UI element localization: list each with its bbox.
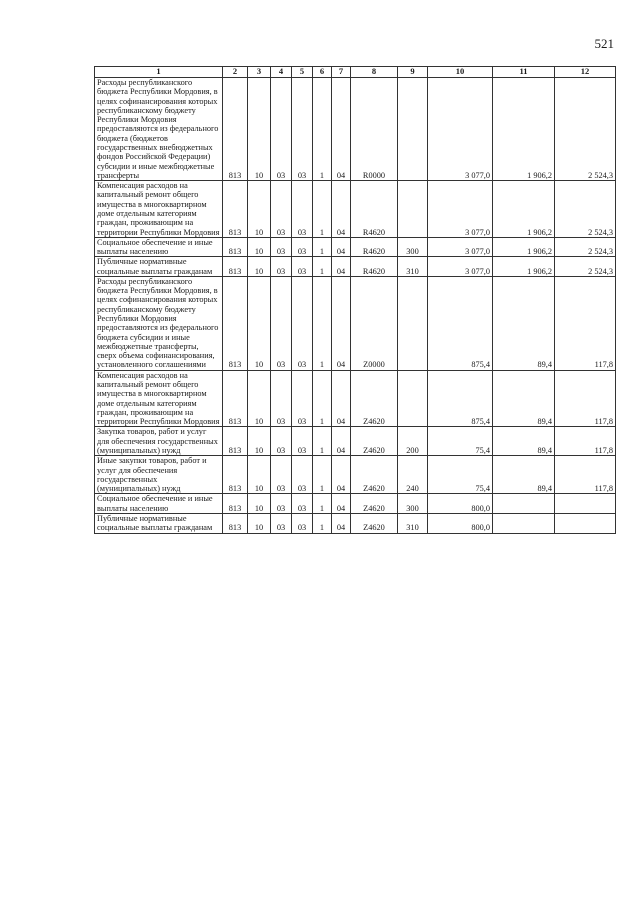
cell-expense-type: 310 (398, 257, 428, 277)
cell-program: 03 (292, 181, 313, 238)
cell-amount-col12: 117,8 (555, 276, 616, 370)
cell-subsection: 03 (271, 181, 292, 238)
cell-admin-code: 813 (223, 78, 248, 181)
cell-event: 04 (332, 257, 351, 277)
cell-amount-col11 (493, 513, 555, 533)
cell-amount-col10: 75,4 (428, 427, 493, 456)
cell-expense-type: 300 (398, 237, 428, 257)
cell-amount-col11: 1 906,2 (493, 181, 555, 238)
cell-amount-col11: 1 906,2 (493, 257, 555, 277)
cell-amount-col12 (555, 494, 616, 514)
row-name: Закупка товаров, работ и услуг для обеспечения государственных (муниципальных) нужд (95, 427, 223, 456)
cell-admin-code: 813 (223, 494, 248, 514)
cell-admin-code: 813 (223, 456, 248, 494)
cell-expense-type: 300 (398, 494, 428, 514)
cell-amount-col10: 3 077,0 (428, 181, 493, 238)
cell-subprogram: 1 (313, 78, 332, 181)
cell-event: 04 (332, 494, 351, 514)
cell-expense-type: 200 (398, 427, 428, 456)
cell-subprogram: 1 (313, 257, 332, 277)
cell-amount-col10: 3 077,0 (428, 78, 493, 181)
cell-direction: Z4620 (351, 456, 398, 494)
cell-event: 04 (332, 276, 351, 370)
cell-program: 03 (292, 513, 313, 533)
cell-amount-col12: 117,8 (555, 456, 616, 494)
table-row (95, 78, 616, 181)
row-name: Расходы республиканского бюджета Республики Мордовия, в целях софинансирования которых республиканскому бюджету Республики Мордовия предоставляются из федерального бюджета (бюджетов государственных внебюджетных фондов Российской Федерации) субсидии и иные межбюджетные трансферты (95, 78, 223, 181)
cell-subsection: 03 (271, 276, 292, 370)
row-name: Компенсация расходов на капитальный ремонт общего имущества в многоквартирном доме отдельным категориям граждан, проживающим на территории Республики Мордовия (95, 181, 223, 238)
cell-direction: Z4620 (351, 513, 398, 533)
cell-event: 04 (332, 181, 351, 238)
cell-amount-col11 (493, 494, 555, 514)
cell-subprogram: 1 (313, 181, 332, 238)
column-header: 11 (493, 67, 555, 78)
cell-section: 10 (248, 237, 271, 257)
cell-program: 03 (292, 237, 313, 257)
table-row (95, 494, 616, 514)
cell-admin-code: 813 (223, 370, 248, 427)
row-name: Социальное обеспечение и иные выплаты населению (95, 237, 223, 257)
cell-amount-col10: 75,4 (428, 456, 493, 494)
row-name: Компенсация расходов на капитальный ремонт общего имущества в многоквартирном доме отдельным категориям граждан, проживающим на территории Республики Мордовия (95, 370, 223, 427)
cell-amount-col11: 89,4 (493, 456, 555, 494)
cell-admin-code: 813 (223, 181, 248, 238)
cell-event: 04 (332, 513, 351, 533)
cell-amount-col11: 1 906,2 (493, 78, 555, 181)
cell-subsection: 03 (271, 513, 292, 533)
cell-section: 10 (248, 257, 271, 277)
cell-direction: R4620 (351, 237, 398, 257)
cell-program: 03 (292, 494, 313, 514)
cell-admin-code: 813 (223, 276, 248, 370)
cell-program: 03 (292, 276, 313, 370)
column-header: 12 (555, 67, 616, 78)
cell-amount-col12: 2 524,3 (555, 257, 616, 277)
column-header: 9 (398, 67, 428, 78)
cell-amount-col12 (555, 513, 616, 533)
column-header: 2 (223, 67, 248, 78)
cell-amount-col11: 89,4 (493, 427, 555, 456)
cell-direction: R4620 (351, 181, 398, 238)
cell-section: 10 (248, 370, 271, 427)
cell-amount-col12: 2 524,3 (555, 237, 616, 257)
cell-amount-col10: 875,4 (428, 276, 493, 370)
cell-section: 10 (248, 276, 271, 370)
cell-amount-col12: 2 524,3 (555, 78, 616, 181)
cell-subprogram: 1 (313, 427, 332, 456)
header-row (95, 67, 616, 78)
cell-event: 04 (332, 427, 351, 456)
cell-program: 03 (292, 427, 313, 456)
cell-amount-col12: 117,8 (555, 370, 616, 427)
cell-section: 10 (248, 456, 271, 494)
page-number: 521 (594, 36, 614, 51)
row-name: Расходы республиканского бюджета Республики Мордовия, в целях софинансирования которых республиканскому бюджету Республики Мордовия предоставляются из федерального бюджета субсидии и иные межбюджетные трансферты, сверх объема софинансирования, установленного соглашениями (95, 276, 223, 370)
cell-section: 10 (248, 427, 271, 456)
cell-expense-type (398, 181, 428, 238)
cell-section: 10 (248, 513, 271, 533)
budget-table (94, 66, 616, 534)
cell-direction: Z4620 (351, 370, 398, 427)
table-row (95, 370, 616, 427)
cell-amount-col12: 117,8 (555, 427, 616, 456)
cell-admin-code: 813 (223, 427, 248, 456)
cell-subsection: 03 (271, 237, 292, 257)
cell-amount-col10: 3 077,0 (428, 237, 493, 257)
table-row (95, 513, 616, 533)
column-header: 7 (332, 67, 351, 78)
cell-amount-col10: 800,0 (428, 513, 493, 533)
row-name: Иные закупки товаров, работ и услуг для обеспечения государственных (муниципальных) нужд (95, 456, 223, 494)
cell-amount-col12: 2 524,3 (555, 181, 616, 238)
cell-expense-type (398, 370, 428, 427)
row-name: Социальное обеспечение и иные выплаты населению (95, 494, 223, 514)
cell-direction: Z4620 (351, 494, 398, 514)
cell-event: 04 (332, 456, 351, 494)
cell-subprogram: 1 (313, 370, 332, 427)
cell-direction: Z0000 (351, 276, 398, 370)
cell-subsection: 03 (271, 494, 292, 514)
cell-event: 04 (332, 370, 351, 427)
cell-section: 10 (248, 494, 271, 514)
cell-amount-col10: 3 077,0 (428, 257, 493, 277)
cell-admin-code: 813 (223, 513, 248, 533)
table-row (95, 456, 616, 494)
cell-program: 03 (292, 456, 313, 494)
column-header: 6 (313, 67, 332, 78)
column-header: 4 (271, 67, 292, 78)
column-header: 10 (428, 67, 493, 78)
row-name: Публичные нормативные социальные выплаты гражданам (95, 513, 223, 533)
cell-subsection: 03 (271, 78, 292, 181)
cell-event: 04 (332, 237, 351, 257)
cell-direction: R4620 (351, 257, 398, 277)
cell-admin-code: 813 (223, 257, 248, 277)
cell-expense-type: 240 (398, 456, 428, 494)
cell-expense-type (398, 276, 428, 370)
cell-amount-col10: 875,4 (428, 370, 493, 427)
cell-subprogram: 1 (313, 513, 332, 533)
cell-amount-col11: 89,4 (493, 370, 555, 427)
cell-program: 03 (292, 78, 313, 181)
cell-amount-col10: 800,0 (428, 494, 493, 514)
table-row (95, 257, 616, 277)
cell-subsection: 03 (271, 257, 292, 277)
table-row (95, 181, 616, 238)
column-header: 5 (292, 67, 313, 78)
table-row (95, 276, 616, 370)
cell-subprogram: 1 (313, 237, 332, 257)
cell-program: 03 (292, 370, 313, 427)
column-header: 8 (351, 67, 398, 78)
cell-expense-type (398, 78, 428, 181)
cell-subprogram: 1 (313, 494, 332, 514)
column-header: 3 (248, 67, 271, 78)
cell-section: 10 (248, 78, 271, 181)
table-row (95, 427, 616, 456)
cell-event: 04 (332, 78, 351, 181)
cell-amount-col11: 89,4 (493, 276, 555, 370)
cell-subsection: 03 (271, 427, 292, 456)
cell-direction: R0000 (351, 78, 398, 181)
cell-program: 03 (292, 257, 313, 277)
cell-section: 10 (248, 181, 271, 238)
cell-subprogram: 1 (313, 276, 332, 370)
cell-admin-code: 813 (223, 237, 248, 257)
column-header: 1 (95, 67, 223, 78)
cell-direction: Z4620 (351, 427, 398, 456)
cell-expense-type: 310 (398, 513, 428, 533)
cell-subsection: 03 (271, 456, 292, 494)
cell-subprogram: 1 (313, 456, 332, 494)
row-name: Публичные нормативные социальные выплаты гражданам (95, 257, 223, 277)
cell-amount-col11: 1 906,2 (493, 237, 555, 257)
cell-subsection: 03 (271, 370, 292, 427)
table-row (95, 237, 616, 257)
